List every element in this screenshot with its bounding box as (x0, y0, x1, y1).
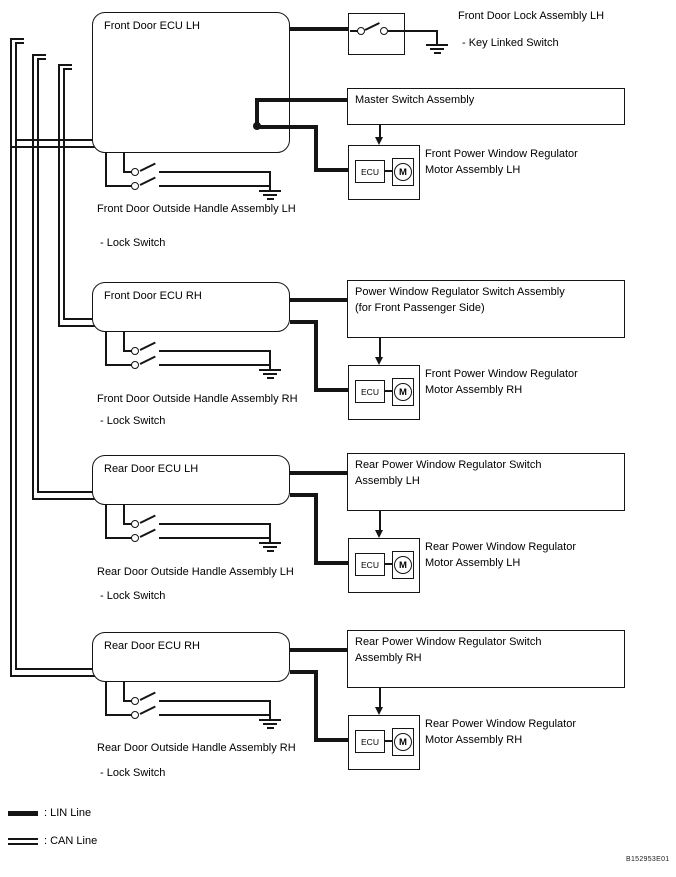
motor-icon: M (394, 383, 412, 401)
lin-line (314, 320, 318, 392)
wire (123, 682, 125, 702)
motor-assembly-label: Front Power Window Regulator (425, 148, 578, 160)
wire (105, 185, 134, 187)
wire (105, 364, 134, 366)
legend-lin-line-sample (8, 811, 38, 816)
can-line (32, 498, 98, 500)
legend-can-label: : CAN Line (44, 835, 98, 847)
can-line (10, 146, 98, 148)
motor-ecu-box: ECU (355, 730, 385, 753)
lock-switch-label: - Lock Switch (100, 237, 166, 249)
ecu-label: Rear Door ECU LH (104, 463, 199, 475)
motor-ecu-box: ECU (355, 553, 385, 576)
ground-bar (267, 550, 274, 552)
can-line (37, 58, 39, 493)
motor-ecu-box: ECU (355, 380, 385, 403)
figure-code: B152953E01 (626, 856, 670, 863)
motor-icon: M (394, 163, 412, 181)
lin-line (290, 471, 347, 475)
wire (105, 682, 107, 716)
ground-bar (259, 369, 281, 371)
ecu-label: Front Door ECU LH (104, 20, 200, 32)
lock-assembly-label: Front Door Lock Assembly LH (458, 10, 605, 22)
ground-bar (426, 44, 448, 46)
can-line (63, 68, 65, 320)
switch-assembly-label: Rear Power Window Regulator Switch (355, 459, 542, 471)
wire (269, 171, 271, 190)
arrow-head-icon (375, 707, 383, 715)
arrow-head-icon (375, 357, 383, 365)
can-line (15, 139, 98, 141)
arrow-head-icon (375, 530, 383, 538)
legend-lin-label: : LIN Line (44, 807, 92, 819)
lin-line (290, 648, 347, 652)
wire (123, 153, 125, 173)
lin-line (255, 125, 318, 129)
ground-bar (430, 48, 444, 50)
handle-label: Rear Door Outside Handle Assembly RH (97, 742, 296, 754)
motor-assembly-label: Motor Assembly RH (425, 384, 523, 396)
wire (269, 523, 271, 542)
switch-assembly-label: (for Front Passenger Side) (355, 302, 485, 314)
motor-assembly-label: Front Power Window Regulator (425, 368, 578, 380)
lock-switch-label: - Lock Switch (100, 415, 166, 427)
motor-ecu-box: ECU (355, 160, 385, 183)
switch-pivot-icon (131, 697, 139, 705)
handle-label: Front Door Outside Handle Assembly RH (97, 393, 298, 405)
motor-assembly-label: Rear Power Window Regulator (425, 541, 577, 553)
wire (123, 505, 125, 525)
wire (159, 171, 270, 173)
ground-bar (259, 190, 281, 192)
lin-line (314, 493, 318, 565)
lin-line (290, 298, 347, 302)
wire (159, 537, 270, 539)
lock-switch-label: - Lock Switch (100, 590, 166, 602)
wire (105, 332, 107, 366)
can-line (15, 42, 17, 670)
wire (105, 153, 107, 187)
wire (385, 390, 392, 392)
can-line (58, 64, 72, 66)
switch-lever-icon (140, 342, 156, 351)
wire (269, 700, 271, 719)
switch-lever-icon (140, 356, 156, 365)
wire (159, 700, 270, 702)
can-line (10, 675, 98, 677)
can-line (15, 668, 98, 670)
wire (404, 30, 437, 32)
switch-pivot-icon (131, 168, 139, 176)
switch-pivot-icon (131, 182, 139, 190)
can-line (10, 38, 24, 40)
switch-pivot-icon (380, 27, 388, 35)
wire (105, 537, 134, 539)
arrow-head-icon (375, 137, 383, 145)
switch-lever-icon (140, 706, 156, 715)
wire (105, 714, 134, 716)
ecu-label: Front Door ECU RH (104, 290, 202, 302)
arrow-line (379, 125, 381, 137)
can-line (58, 325, 98, 327)
ground-bar (263, 194, 277, 196)
ground-bar (263, 546, 277, 548)
motor-assembly-label: Motor Assembly RH (425, 734, 523, 746)
lock-switch-label: - Lock Switch (100, 767, 166, 779)
wire (159, 714, 270, 716)
lin-line (314, 125, 318, 172)
can-line (37, 491, 98, 493)
wire (123, 332, 125, 352)
ground-icon (259, 190, 281, 201)
ground-icon (426, 44, 448, 55)
switch-pivot-icon (131, 520, 139, 528)
ground-icon (259, 369, 281, 380)
switch-pivot-icon (131, 534, 139, 542)
legend-can-line-sample (8, 838, 38, 840)
can-line (58, 64, 60, 327)
wire (385, 740, 392, 742)
switch-lever-icon (140, 163, 156, 172)
key-linked-switch-box (348, 13, 405, 55)
wire (436, 30, 438, 44)
switch-lever-icon (140, 529, 156, 538)
can-line (32, 54, 34, 500)
switch-assembly-label: Assembly LH (355, 475, 420, 487)
motor-assembly-label: Rear Power Window Regulator (425, 718, 577, 730)
motor-assembly-label: Motor Assembly LH (425, 164, 521, 176)
switch-assembly-label: Power Window Regulator Switch Assembly (355, 286, 565, 298)
lin-line (255, 98, 347, 102)
switch-assembly-label: Rear Power Window Regulator Switch (355, 636, 542, 648)
switch-lever-icon (140, 692, 156, 701)
ground-bar (434, 52, 441, 54)
wire (385, 563, 392, 565)
switch-pivot-icon (131, 711, 139, 719)
switch-lever-icon (140, 515, 156, 524)
ground-bar (267, 377, 274, 379)
ground-bar (263, 723, 277, 725)
wire (159, 185, 270, 187)
motor-assembly-label: Motor Assembly LH (425, 557, 521, 569)
wire (105, 505, 107, 539)
motor-icon: M (394, 733, 412, 751)
junction-dot (253, 122, 261, 130)
wire (388, 30, 404, 32)
switch-pivot-icon (131, 361, 139, 369)
can-line (32, 54, 46, 56)
ecu-label: Rear Door ECU RH (104, 640, 200, 652)
ground-icon (259, 542, 281, 553)
key-linked-switch-label: - Key Linked Switch (462, 37, 559, 49)
wire (159, 350, 270, 352)
ground-bar (267, 727, 274, 729)
legend-can-line-sample (8, 843, 38, 845)
wire (159, 523, 270, 525)
lin-line (290, 27, 348, 31)
motor-icon: M (394, 556, 412, 574)
arrow-line (379, 688, 381, 707)
ground-bar (259, 719, 281, 721)
handle-label: Rear Door Outside Handle Assembly LH (97, 566, 294, 578)
wire (385, 170, 392, 172)
switch-assembly-label: Master Switch Assembly (355, 94, 475, 106)
ground-bar (267, 198, 274, 200)
can-line (10, 38, 12, 677)
arrow-line (379, 511, 381, 530)
wire (269, 350, 271, 369)
handle-label: Front Door Outside Handle Assembly LH (97, 203, 296, 215)
ground-bar (263, 373, 277, 375)
arrow-line (379, 338, 381, 357)
wire (159, 364, 270, 366)
switch-pivot-icon (131, 347, 139, 355)
lin-line (314, 670, 318, 742)
ground-icon (259, 719, 281, 730)
ground-bar (259, 542, 281, 544)
switch-lever-icon (140, 177, 156, 186)
switch-assembly-label: Assembly RH (355, 652, 422, 664)
